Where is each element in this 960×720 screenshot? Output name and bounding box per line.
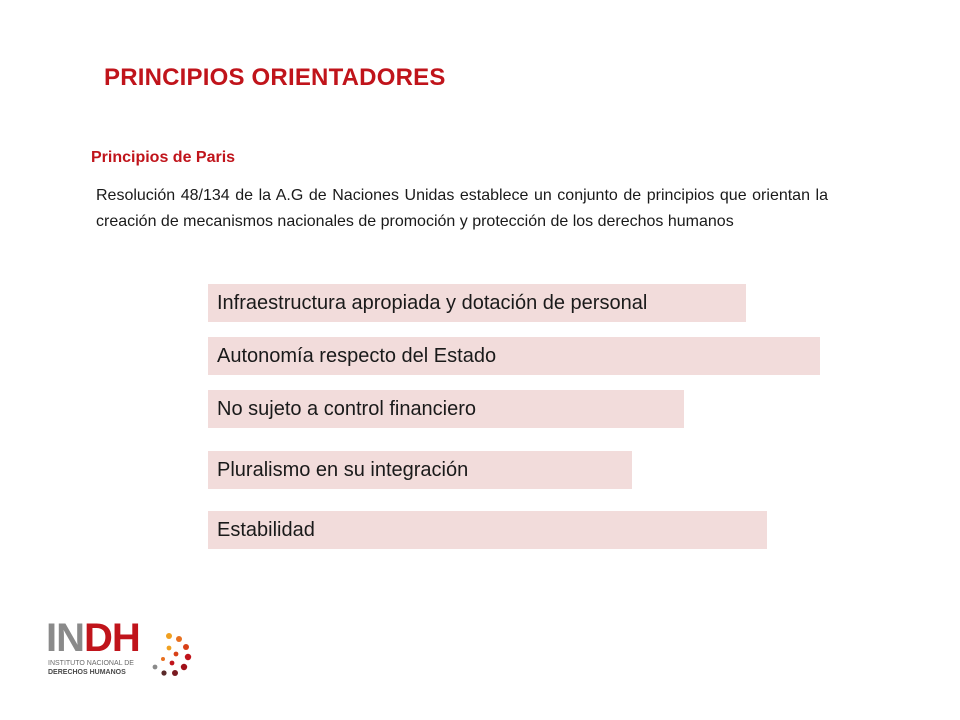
logo-word-gray: IN bbox=[46, 616, 84, 660]
indh-logo bbox=[46, 618, 196, 688]
logo-line-rights: DERECHOS HUMANOS bbox=[48, 669, 126, 676]
slide-subtitle: Principios de Paris bbox=[91, 149, 236, 166]
logo-word-red: DH bbox=[84, 616, 140, 660]
principle-item: Autonomía respecto del Estado bbox=[208, 337, 820, 375]
principle-item: Estabilidad bbox=[208, 511, 767, 549]
logo-line-institute: INSTITUTO NACIONAL DE bbox=[48, 660, 134, 667]
logo-dots-icon bbox=[146, 632, 192, 678]
body-paragraph: Resolución 48/134 de la A.G de Naciones Unidas establece un conjunto de principios que orientan la creación de mecanismos nacionales de promoción y protección de los derechos humanos bbox=[96, 187, 828, 230]
logo-wordmark bbox=[46, 618, 140, 658]
slide-title: PRINCIPIOS ORIENTADORES bbox=[104, 64, 446, 91]
principle-item: Pluralismo en su integración bbox=[208, 451, 632, 489]
principle-item: No sujeto a control financiero bbox=[208, 390, 684, 428]
principle-item: Infraestructura apropiada y dotación de personal bbox=[208, 284, 746, 322]
